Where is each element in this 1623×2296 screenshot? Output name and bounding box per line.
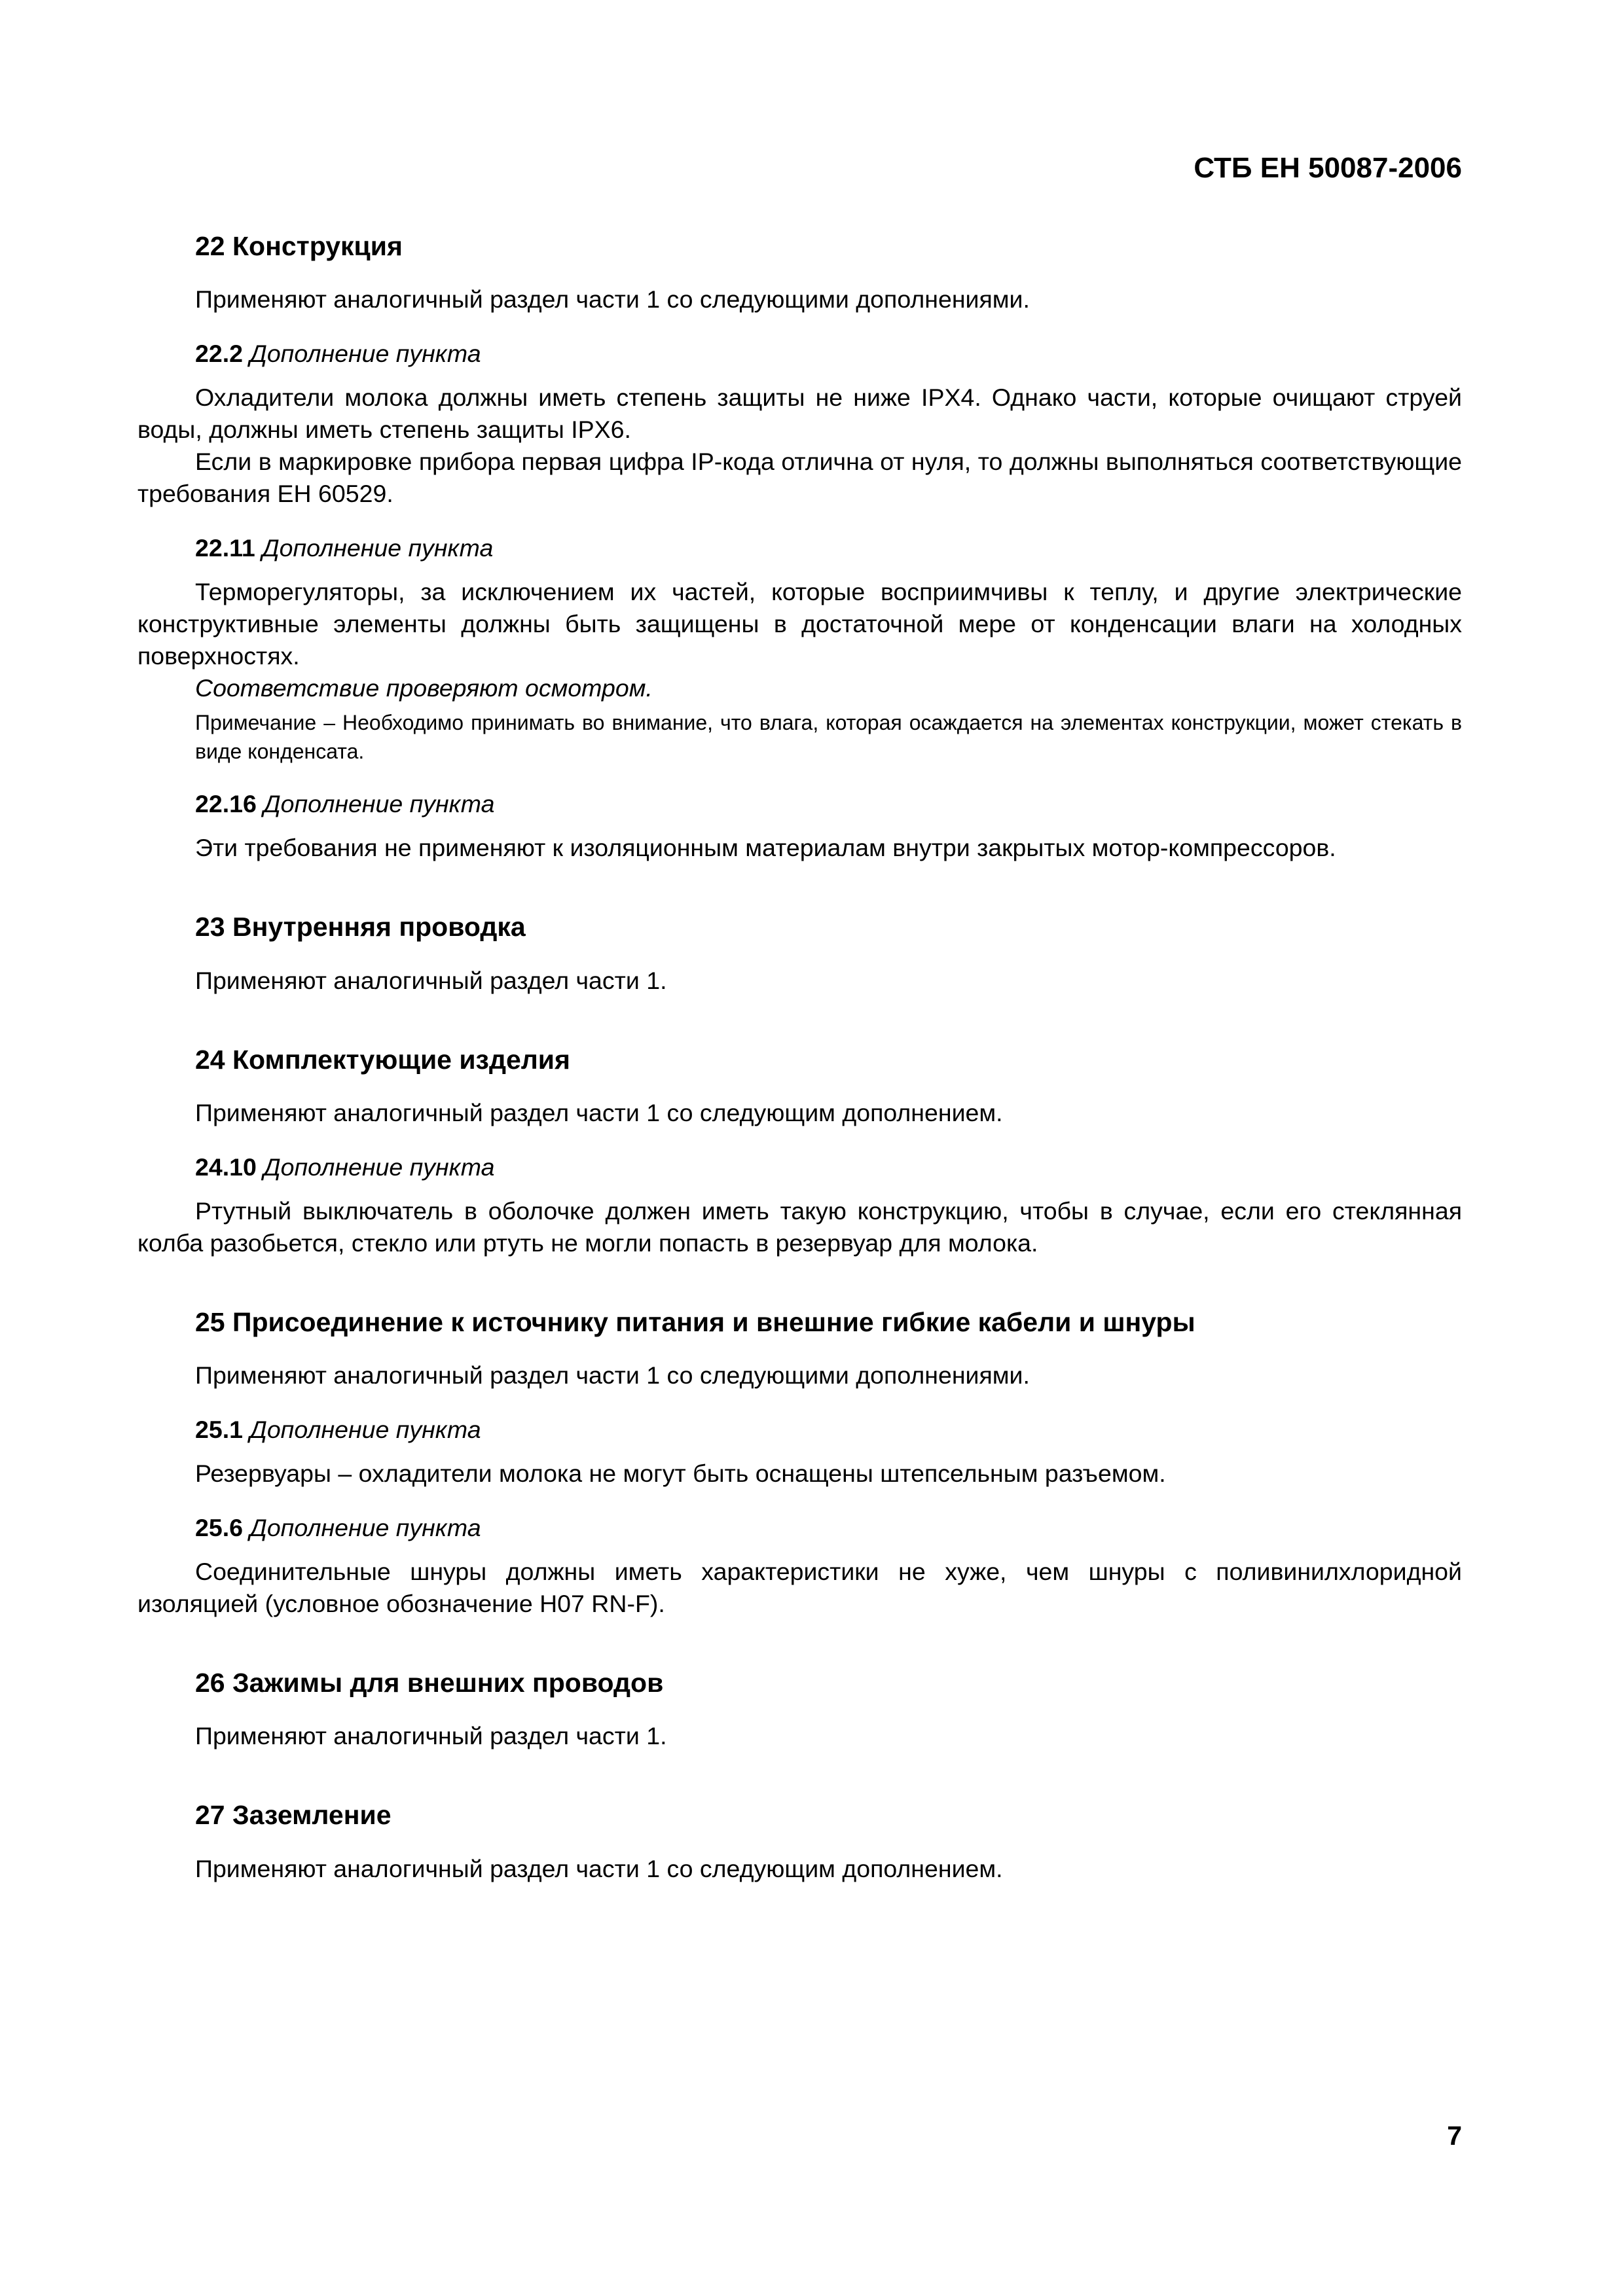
clause-24-10-heading <box>195 1151 1462 1183</box>
clause-25-6-number: 25.6 <box>195 1514 243 1542</box>
clause-25-1-heading <box>195 1414 1462 1446</box>
clause-22-11-compliance-check: Соответствие проверяют осмотром. <box>195 674 653 702</box>
section-22-intro: Применяют аналогичный раздел части 1 со следующими дополнениями. <box>195 285 1030 314</box>
clause-25-6-title: Дополнение пункта <box>249 1514 481 1542</box>
clause-25-6-paragraph-1: Соединительные шнуры должны иметь характеристики не хуже, чем шнуры с поливинилхлоридной изоляцией (условное обозначение H07 RN-F). <box>137 1558 1462 1618</box>
clause-22-11-title: Дополнение пункта <box>262 534 494 562</box>
clause-25-6-heading <box>195 1512 1462 1544</box>
clause-22-11-note: Примечание – Необходимо принимать во внимание, что влага, которая осаждается на элементах конструкции, может стекать в виде конденсата. <box>195 711 1462 764</box>
clause-22-2-heading <box>195 338 1462 370</box>
section-26-intro: Применяют аналогичный раздел части 1. <box>195 1722 667 1750</box>
clause-22-2-paragraph-2: Если в маркировке прибора первая цифра IP-кода отлична от нуля, то должны выполняться соответствующие требования ЕН 60529. <box>137 448 1462 508</box>
clause-24-10-title: Дополнение пункта <box>263 1153 495 1181</box>
clause-24-10-number: 24.10 <box>195 1153 257 1181</box>
clause-22-11-paragraph-1: Терморегуляторы, за исключением их частей, которые восприимчивы к теплу, и другие электрические конструктивные элементы должны быть защищены в достаточной мере от конденсации влаги на холодных поверхностях. <box>137 578 1462 670</box>
section-24-intro: Применяют аналогичный раздел части 1 со следующим дополнением. <box>195 1098 1003 1126</box>
clause-22-16-title: Дополнение пункта <box>263 790 495 818</box>
page-number: 7 <box>1447 2121 1462 2151</box>
clause-22-16-heading <box>195 788 1462 820</box>
clause-22-11-heading <box>195 532 1462 564</box>
clause-22-2-number: 22.2 <box>195 340 243 368</box>
clause-22-16-paragraph-1: Эти требования не применяют к изоляционным материалам внутри закрытых мотор-компрессоров. <box>195 834 1336 862</box>
document-code: СТБ ЕН 50087-2006 <box>1194 152 1462 184</box>
section-24-heading: 24 Комплектующие изделия <box>195 1044 570 1075</box>
clause-22-16-number: 22.16 <box>195 790 257 818</box>
section-27-heading: 27 Заземление <box>195 1800 392 1831</box>
section-27-intro: Применяют аналогичный раздел части 1 со следующим дополнением. <box>195 1854 1003 1882</box>
clause-22-11-number: 22.11 <box>195 534 255 562</box>
clause-24-10-paragraph-1: Ртутный выключатель в оболочке должен иметь такую конструкцию, чтобы в случае, если его стеклянная колба разобьется, стекло или ртуть не могли попасть в резервуар для молока. <box>137 1196 1462 1257</box>
section-23-heading: 23 Внутренняя проводка <box>195 912 526 942</box>
document-body <box>137 229 1462 1885</box>
clause-25-1-paragraph-1: Резервуары – охладители молока не могут быть оснащены штепсельным разъемом. <box>195 1460 1166 1488</box>
section-23-intro: Применяют аналогичный раздел части 1. <box>195 966 667 994</box>
section-25-heading: 25 Присоединение к источнику питания и внешние гибкие кабели и шнуры <box>195 1306 1195 1337</box>
clause-25-1-title: Дополнение пункта <box>249 1416 481 1444</box>
section-22-heading: 22 Конструкция <box>195 231 403 261</box>
section-26-heading: 26 Зажимы для внешних проводов <box>195 1668 664 1698</box>
clause-25-1-number: 25.1 <box>195 1416 243 1444</box>
clause-22-2-paragraph-1: Охладители молока должны иметь степень защиты не ниже IPX4. Однако части, которые очищают струей воды, должны иметь степень защиты IPX6. <box>137 384 1462 444</box>
clause-22-2-title: Дополнение пункта <box>249 340 481 368</box>
section-25-intro: Применяют аналогичный раздел части 1 со следующими дополнениями. <box>195 1361 1030 1390</box>
